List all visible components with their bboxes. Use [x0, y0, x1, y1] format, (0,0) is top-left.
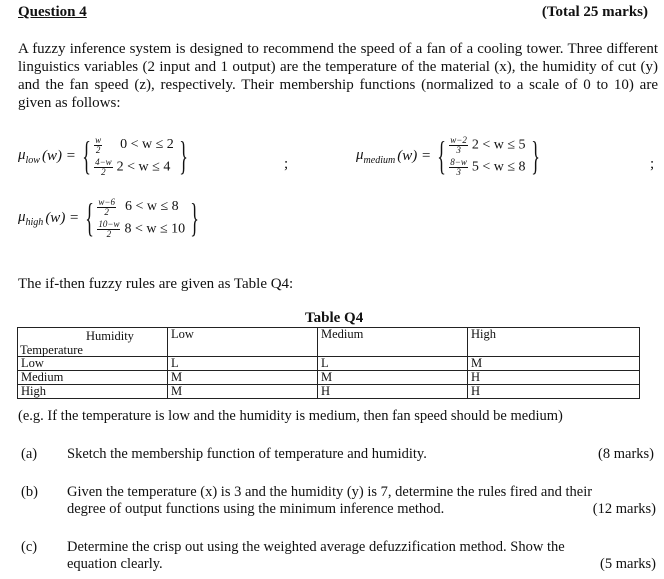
part-c-label: (c)	[21, 539, 38, 555]
condition: 2 < w ≤ 4	[116, 159, 171, 175]
column-header: Medium	[318, 328, 468, 357]
table-row	[18, 385, 640, 399]
condition: 0 < w ≤ 2	[120, 137, 174, 153]
mu-medium-symbol: $\mu_{medium}$	[356, 146, 396, 166]
right-brace: }	[530, 133, 540, 178]
mu-low-symbol: $\mu_{low}$	[18, 146, 40, 166]
part-a-marks: (8 marks)	[598, 446, 654, 462]
part-b-label: (b)	[21, 484, 38, 500]
ifthen-text: The if-then fuzzy rules are given as Table Q4:	[18, 276, 294, 292]
table-cell: L	[168, 357, 318, 371]
right-brace: }	[179, 133, 188, 178]
mu-medium-equation	[356, 134, 545, 178]
mu-high-equation	[18, 196, 204, 240]
fraction: $\frac{10-w}{2}$	[98, 218, 120, 239]
condition: 2 < w ≤ 5	[471, 137, 526, 153]
temperature-label: Temperature	[20, 343, 83, 357]
condition: 8 < w ≤ 10	[124, 221, 186, 237]
table-cell: H	[468, 371, 640, 385]
fraction: $\frac{8-w}{3}$	[450, 156, 467, 177]
rules-table	[17, 327, 640, 399]
condition: 5 < w ≤ 8	[471, 159, 526, 175]
total-marks: (Total 25 marks)	[541, 4, 648, 20]
row-header: Low	[18, 357, 168, 371]
question-title: Question 4	[18, 4, 87, 20]
condition: 6 < w ≤ 8	[124, 199, 179, 215]
column-header: High	[468, 328, 640, 357]
part-c-line1: Determine the crisp out using the weighted average defuzzification method. Show the	[67, 539, 565, 555]
part-a-text: Sketch the membership function of temperature and humidity.	[67, 446, 427, 462]
intro-paragraph: A fuzzy inference system is designed to recommend the speed of a fan of a cooling tower. Three different linguistics variables (2 input and 1 output) are the temperature of the material (x), the humidity of cut (y) and the fan speed (z), respectively. Their membership functions (normalized to a scale of 0 to 10) are given as follows:	[18, 41, 658, 111]
mu-medium-arg: (w) =	[397, 147, 432, 164]
humidity-label: Humidity	[86, 329, 134, 343]
fraction: $\frac{w-6}{2}$	[98, 196, 115, 217]
table-cell: M	[468, 357, 640, 371]
part-c-marks: (5 marks)	[600, 556, 656, 572]
table-cell: M	[168, 385, 318, 399]
part-a-label: (a)	[21, 446, 38, 462]
part-c-line2: equation clearly.	[67, 556, 163, 572]
part-b-line1: Given the temperature (x) is 3 and the humidity (y) is 7, determine the rules fired and their	[67, 484, 593, 500]
fraction: $\frac{w-2}{3}$	[450, 134, 467, 155]
table-cell: L	[318, 357, 468, 371]
semicolon: ;	[650, 156, 655, 172]
semicolon: ;	[284, 156, 289, 172]
fraction: $\frac{w}{2}$	[95, 134, 102, 155]
part-b-marks: (12 marks)	[592, 501, 656, 517]
left-brace: {	[437, 133, 447, 178]
table-cell: M	[168, 371, 318, 385]
mu-high-arg: (w) =	[45, 209, 80, 226]
row-header: Medium	[18, 371, 168, 385]
table-cell: H	[318, 385, 468, 399]
table-row	[18, 357, 640, 371]
table-caption: Table Q4	[305, 310, 364, 326]
left-brace: {	[82, 133, 91, 178]
table-header-row	[18, 328, 640, 357]
column-header: Low	[168, 328, 318, 357]
right-brace: }	[190, 195, 200, 240]
part-b-line2: degree of output functions using the minimum inference method.	[67, 501, 445, 517]
mu-low-arg: (w) =	[41, 147, 76, 164]
example-note: (e.g. If the temperature is low and the humidity is medium, then fan speed should be medium)	[18, 408, 563, 424]
table-cell: M	[318, 371, 468, 385]
corner-cell	[18, 328, 168, 357]
row-header: High	[18, 385, 168, 399]
fraction: $\frac{4-w}{2}$	[95, 156, 112, 177]
table-row	[18, 371, 640, 385]
mu-low-equation	[18, 134, 193, 178]
mu-high-symbol: $\mu_{high}$	[18, 208, 44, 228]
left-brace: {	[85, 195, 95, 240]
table-cell: H	[468, 385, 640, 399]
